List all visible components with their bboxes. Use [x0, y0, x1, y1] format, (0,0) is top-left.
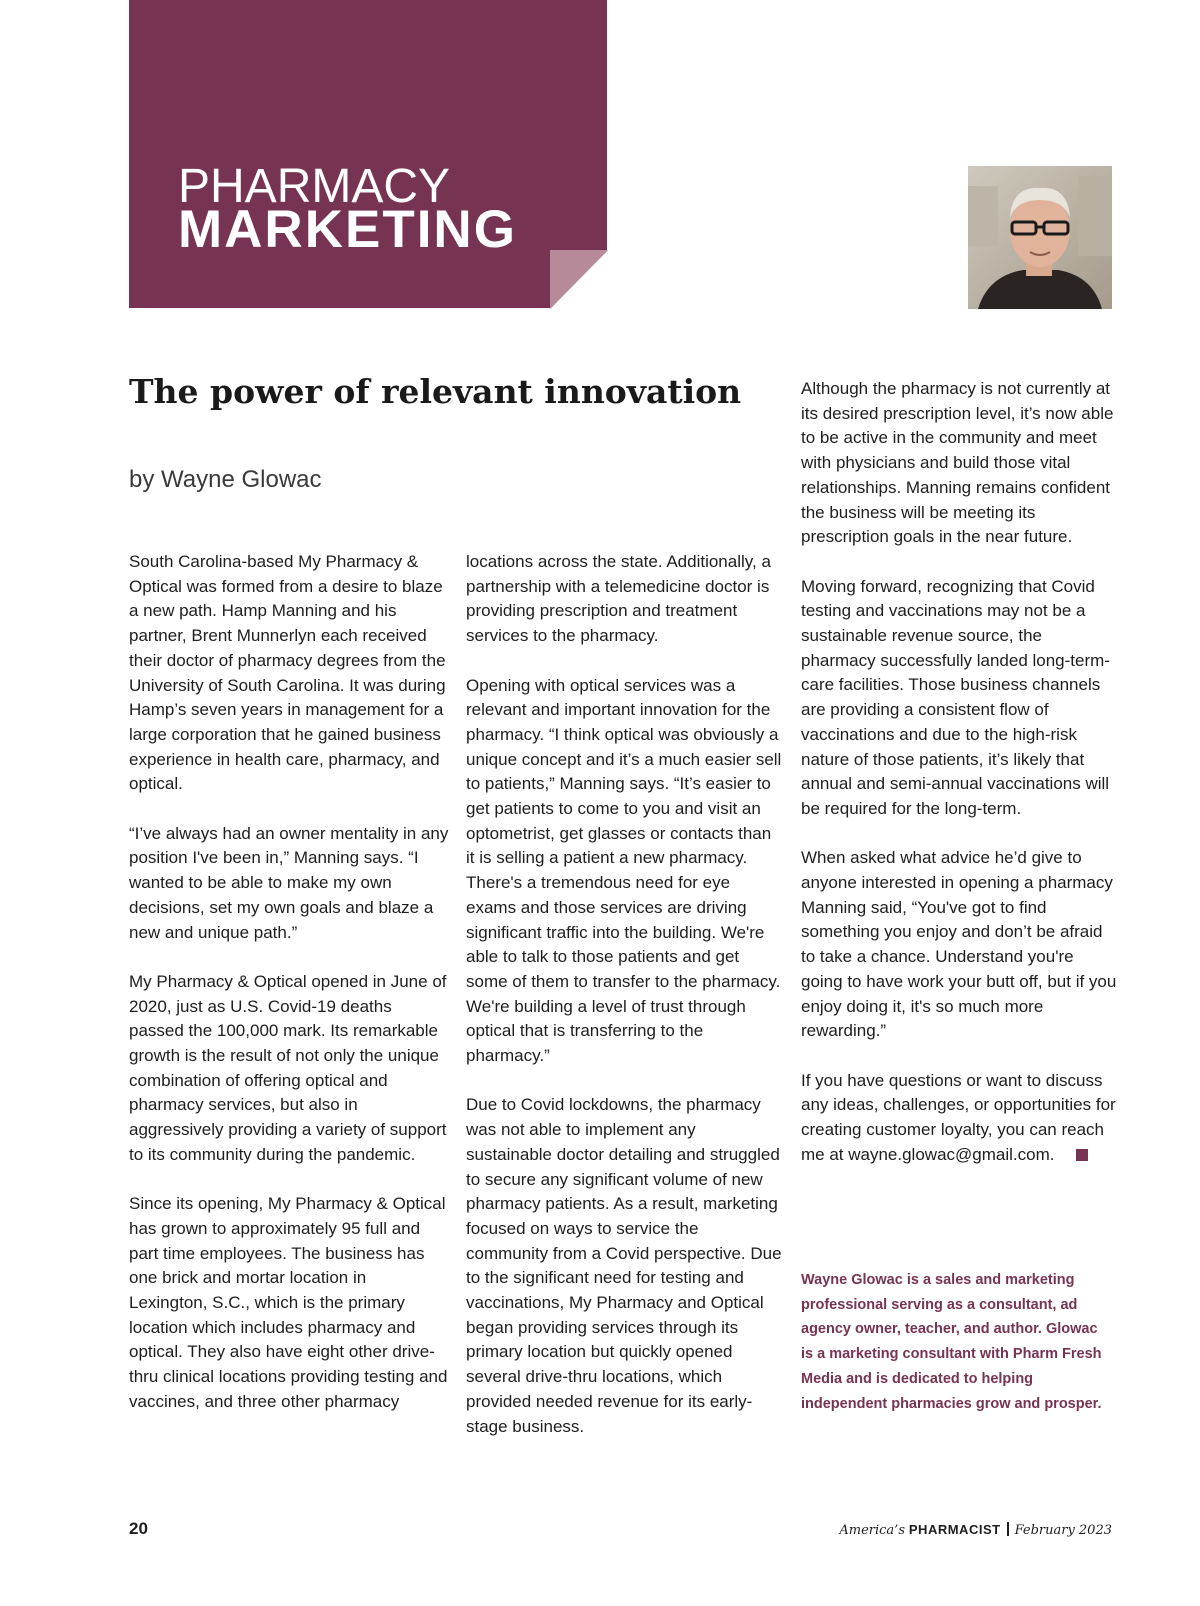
article-column-1 — [129, 550, 449, 1439]
article-title: The power of relevant innovation — [129, 372, 742, 411]
footer-divider — [1007, 1522, 1009, 1536]
publication-name: PHARMACIST — [908, 1522, 1001, 1537]
paragraph: South Carolina-based My Pharmacy & Optical was formed from a desire to blaze a new path. Hamp Manning and his partner, Brent Munnerlyn each received their doctor of pharmacy degrees from the University of South Carolina. It was during Hamp’s seven years in management for a large corporation that he gained business experience in health care, pharmacy, and optical. — [129, 552, 446, 794]
closing-paragraph — [801, 1069, 1119, 1168]
section-kicker-line2: MARKETING — [178, 200, 517, 259]
paragraph: Since its opening, My Pharmacy & Optical has grown to approximately 95 full and part time employees. The business has one brick and mortar location in Lexington, S.C., which is the primary location which includes pharmacy and optical. They also have eight other drive-thru clinical locations providing testing and vaccines, and three other pharmacy — [129, 1194, 448, 1411]
paragraph: locations across the state. Additionally, a partnership with a telemedicine doctor is providing prescription and treatment services to the pharmacy. — [466, 552, 771, 646]
paragraph: Opening with optical services was a relevant and important innovation for the pharmacy. “I think optical was obviously a unique concept and it’s a much easier sell to patients,” Manning says. “It’s easier to get patients to come to you and visit an optometrist, get glasses or contacts than it is selling a patient a new pharmacy. There's a tremendous need for eye exams and those services are driving significant traffic into the building. We're able to talk to those patients and get some of them to transfer to the pharmacy. We're building a level of trust through optical that is transferring to the pharmacy.” — [466, 675, 782, 1066]
issue-date: February 2023 — [1014, 1523, 1112, 1538]
author-bio: Wayne Glowac is a sales and marketing professional serving as a consultant, ad agency owner, teacher, and author. Glowac is a marketing consultant with Pharm Fresh Media and is dedicated to helping independent pharmacies grow and prosper. — [801, 1272, 1102, 1412]
publication-footer — [839, 1521, 1112, 1538]
paragraph: Due to Covid lockdowns, the pharmacy was not able to implement any sustainable doctor detailing and struggled to secure any significant volume of new pharmacy patients. As a result, marketing focused on ways to service the community from a Covid perspective. Due to the significant need for testing and vaccinations, My Pharmacy and Optical began providing services through its primary location but quickly opened several drive-thru locations, which provided needed revenue for its early-stage business. — [466, 1095, 782, 1436]
paragraph-text: If you have questions or want to discuss any ideas, challenges, or opportunities for creating customer loyalty, you can reach me at wayne.glowac@gmail.com. — [801, 1070, 1116, 1164]
article-column-3 — [801, 377, 1119, 1192]
page-fold-corner — [550, 250, 608, 309]
paragraph: When asked what advice he’d give to anyone interested in opening a pharmacy Manning said, “You've got to find something you enjoy and don’t be afraid to take a chance. Understand you're going to have work your butt off, but if you enjoy doing it, it's so much more rewarding.” — [801, 848, 1117, 1041]
article-column-2 — [466, 550, 784, 1464]
paragraph: Moving forward, recognizing that Covid testing and vaccinations may not be a sustainable revenue source, the pharmacy successfully landed long-term-care facilities. Those business channels are providing a consistent flow of vaccinations and due to the high-risk nature of those patients, it’s likely that annual and semi-annual vaccinations will be required for the long-term. — [801, 576, 1110, 818]
page-number: 20 — [129, 1519, 148, 1538]
publication-prefix: America’s — [839, 1523, 905, 1538]
section-banner — [129, 0, 607, 308]
article-byline: by Wayne Glowac — [129, 466, 322, 493]
paragraph: “I’ve always had an owner mentality in any position I've been in,” Manning says. “I wanted to be able to make my own decisions, set my own goals and blaze a new and unique path.” — [129, 823, 449, 942]
end-of-article-mark — [1076, 1149, 1088, 1161]
author-photo — [968, 166, 1112, 309]
paragraph: My Pharmacy & Optical opened in June of 2020, just as U.S. Covid-19 deaths passed the 100,000 mark. Its remarkable growth is the result of not only the unique combination of offering optical and pharmacy services, but also in aggressively providing a variety of support to its community during the pandemic. — [129, 971, 447, 1164]
section-kicker-line1: PHARMACY — [178, 160, 451, 213]
paragraph: Although the pharmacy is not currently at its desired prescription level, it’s now able to be active in the community and meet with physicians and build those vital relationships. Manning remains confident the business will be meeting its prescription goals in the near future. — [801, 379, 1114, 547]
